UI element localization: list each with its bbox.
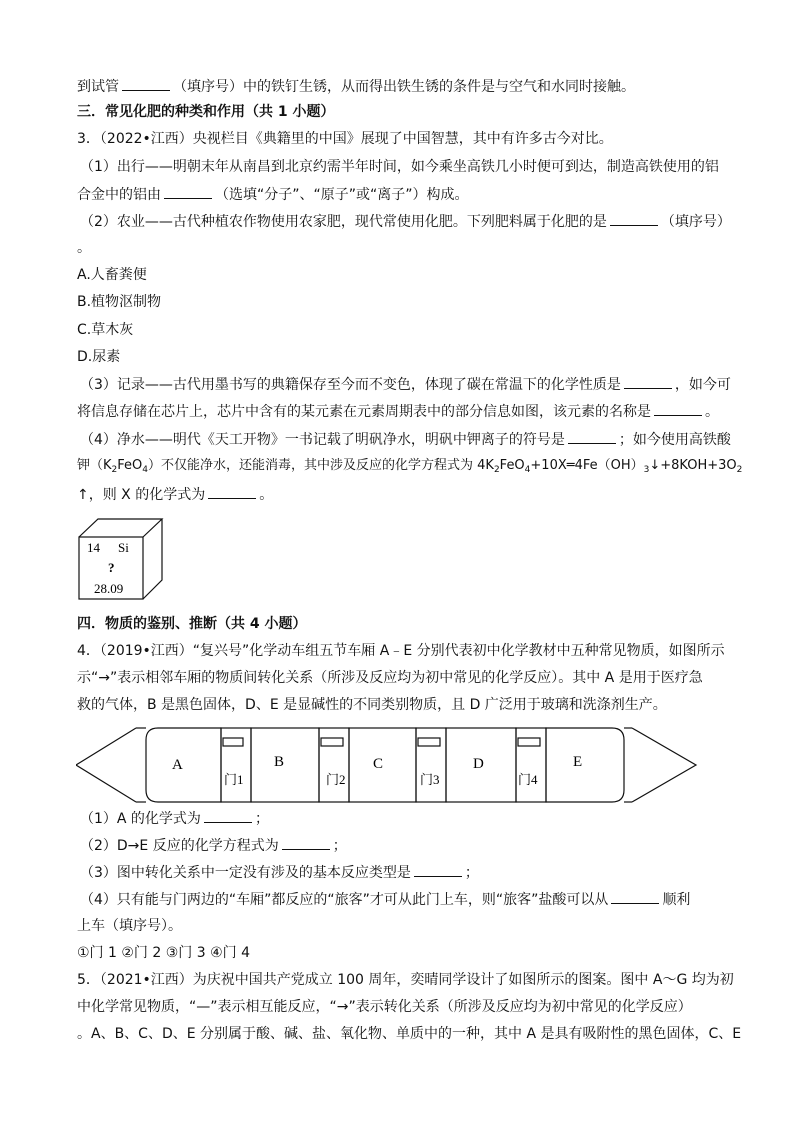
answer-blank[interactable] <box>208 484 256 499</box>
text-line <box>80 374 731 395</box>
subscript: 4 <box>142 465 148 475</box>
answer-blank[interactable] <box>122 76 170 91</box>
text-fragment: FeO <box>117 458 143 473</box>
door-4 <box>516 728 546 802</box>
door-3-window <box>418 738 440 746</box>
text-fragment: ； <box>464 865 479 881</box>
text-fragment: 合金中的铝由 <box>77 187 161 203</box>
door-label-2: 门2 <box>326 772 346 787</box>
door-2 <box>319 728 349 802</box>
question-stem: 3．（2022•江西）央视栏目《典籍里的中国》展现了中国智慧，其中有许多古今对比。 <box>77 131 613 147</box>
text-line <box>77 484 273 505</box>
text-line <box>80 835 347 856</box>
text-fragment: （1）A 的化学式为 <box>80 811 201 827</box>
text-line: 中化学常见物质，“—”表示相互能反应，“→”表示转化关系（所涉及反应均为初中常见的化学反应） <box>77 999 692 1015</box>
section-heading: 三．常见化肥的种类和作用（共 1 小题） <box>77 104 335 120</box>
text-fragment: 将信息存储在芯片上，芯片中含有的某元素在元素周期表中的部分信息如图，该元素的名称是 <box>77 404 651 420</box>
text-line: （1）出行——明朝末年从南昌到北京约需半年时间，如今乘坐高铁几小时便可到达，制造高铁使用的铝 <box>80 159 719 175</box>
text-fragment: （3）记录——古代用墨书写的典籍保存至今而不变色，体现了碳在常温下的化学性质是 <box>80 377 621 393</box>
text-fragment: 。 <box>705 404 719 420</box>
text-fragment: 顺利 <box>662 892 691 908</box>
text-fragment: （填序号）中的铁钉生锈，从而得出铁生锈的条件是与空气和水同时接触。 <box>173 79 635 95</box>
car-label-d: D <box>473 756 484 772</box>
element-cube-figure <box>78 517 168 601</box>
option-a: A.人畜粪便 <box>77 267 147 283</box>
door-label-1: 门1 <box>224 772 244 787</box>
text-fragment: ↑，则 X 的化学式为 <box>77 487 206 503</box>
text-fragment: （3）图中转化关系中一定没有涉及的基本反应类型是 <box>80 865 411 881</box>
answer-blank[interactable] <box>654 401 702 416</box>
answer-blank[interactable] <box>611 889 659 904</box>
section-heading: 四．物质的鉴别、推断（共 4 小题） <box>77 616 307 632</box>
question-stem: 4．（2019•江西）“复兴号”化学动车组五节车厢 A﹣E 分别代表初中化学教材中五种常见物质，如图所示 <box>77 643 725 659</box>
text-fragment: （2）D→E 反应的化学方程式为 <box>80 838 279 854</box>
text-line: 。A、B、C、D、E 分别属于酸、碱、盐、氧化物、单质中的一种，其中 A 是具有吸附性的黑色固体，C、E <box>77 1026 742 1042</box>
text-fragment: ↓+8KOH+3O <box>649 458 737 473</box>
subscript: 4 <box>524 465 531 475</box>
car-label-b: B <box>274 754 285 770</box>
text-fragment: ，如今可 <box>674 377 731 393</box>
subscript: 3 <box>643 465 650 475</box>
car-b <box>251 728 319 802</box>
cube-side-face <box>143 519 162 599</box>
door-4-window <box>518 738 540 746</box>
text-line <box>80 211 731 232</box>
text-fragment: ；如今使用高铁酸 <box>618 432 731 448</box>
subscript: 2 <box>111 465 118 475</box>
text-fragment: （4）净水——明代《天工开物》一书记载了明矾净水，明矾中钾离子的符号是 <box>80 432 565 448</box>
text-fragment: +10X═4Fe（OH） <box>530 458 644 473</box>
car-a <box>146 728 221 802</box>
answer-blank[interactable] <box>610 211 658 226</box>
train-nose-left <box>76 728 136 802</box>
option-c: C.草木灰 <box>77 322 134 338</box>
door-options: ①门 1 ②门 2 ③门 3 ④门 4 <box>77 945 250 961</box>
text-fragment: ； <box>332 838 347 854</box>
text-fragment: （2）农业——古代种植农作物使用农家肥，现代常使用化肥。下列肥料属于化肥的是 <box>80 214 607 230</box>
question-stem: 5．（2021•江西）为庆祝中国共产党成立 100 周年，奕晴同学设计了如图所示的图案。图中 A～G 均为初 <box>77 972 734 988</box>
text-fragment: FeO <box>499 458 525 473</box>
cube-top-face <box>79 519 162 537</box>
door-1 <box>221 728 251 802</box>
door-3 <box>416 728 446 802</box>
answer-blank[interactable] <box>204 808 252 823</box>
train-diagram <box>76 722 716 808</box>
text-line: 救的气体，B 是黑色固体，D、E 是显碱性的不同类别物质，且 D 广泛用于玻璃和洗涤剂生产。 <box>77 697 667 713</box>
element-name: ? <box>108 560 115 575</box>
text-fragment: 到试管 <box>77 79 119 95</box>
text-fragment: ）不仅能净水，还能消毒，其中涉及反应的化学方程式为 4K <box>148 458 494 473</box>
car-e <box>546 728 624 802</box>
text-fragment: （填序号） <box>660 214 731 230</box>
text-line <box>77 401 719 422</box>
door-1-window <box>223 738 243 746</box>
answer-blank[interactable] <box>568 429 616 444</box>
text-fragment: （4）只有能与门两边的“车厢”都反应的“旅客”才可从此门上车，则“旅客”盐酸可以从 <box>80 892 609 908</box>
train-nose-right <box>632 728 696 802</box>
subscript: 2 <box>736 465 743 475</box>
text-line: 上车（填序号）。 <box>77 918 182 934</box>
answer-blank[interactable] <box>164 184 212 199</box>
car-label-a: A <box>172 757 183 773</box>
car-label-e: E <box>573 754 583 770</box>
text-line <box>80 862 479 883</box>
equation-line <box>77 456 742 476</box>
answer-blank[interactable] <box>282 835 330 850</box>
door-2-window <box>321 738 343 746</box>
atomic-mass: 28.09 <box>94 581 124 596</box>
text-line <box>80 889 690 910</box>
atomic-number: 14 <box>87 540 100 555</box>
text-line <box>80 808 269 829</box>
option-b: B.植物沤制物 <box>77 294 162 310</box>
text-fragment: （选填“分子”、“原子”或“离子”）构成。 <box>215 187 469 203</box>
door-label-4: 门4 <box>518 772 538 787</box>
text-fragment: 。 <box>259 487 274 503</box>
answer-blank[interactable] <box>624 374 672 389</box>
text-line: 示“→”表示相邻车厢的物质间转化关系（所涉及反应均为初中常见的化学反应）。其中 A 是用于医疗急 <box>77 670 703 686</box>
element-symbol: Si <box>118 540 129 555</box>
text-line <box>77 184 469 205</box>
text-line: 。 <box>77 240 91 256</box>
door-label-3: 门3 <box>420 772 440 787</box>
text-line <box>80 429 731 450</box>
answer-blank[interactable] <box>414 862 462 877</box>
text-fragment: ； <box>254 811 269 827</box>
text-line <box>77 76 635 97</box>
text-fragment: 钾（K <box>77 458 112 473</box>
car-label-c: C <box>373 756 384 772</box>
option-d: D.尿素 <box>77 349 121 365</box>
subscript: 2 <box>493 465 500 475</box>
